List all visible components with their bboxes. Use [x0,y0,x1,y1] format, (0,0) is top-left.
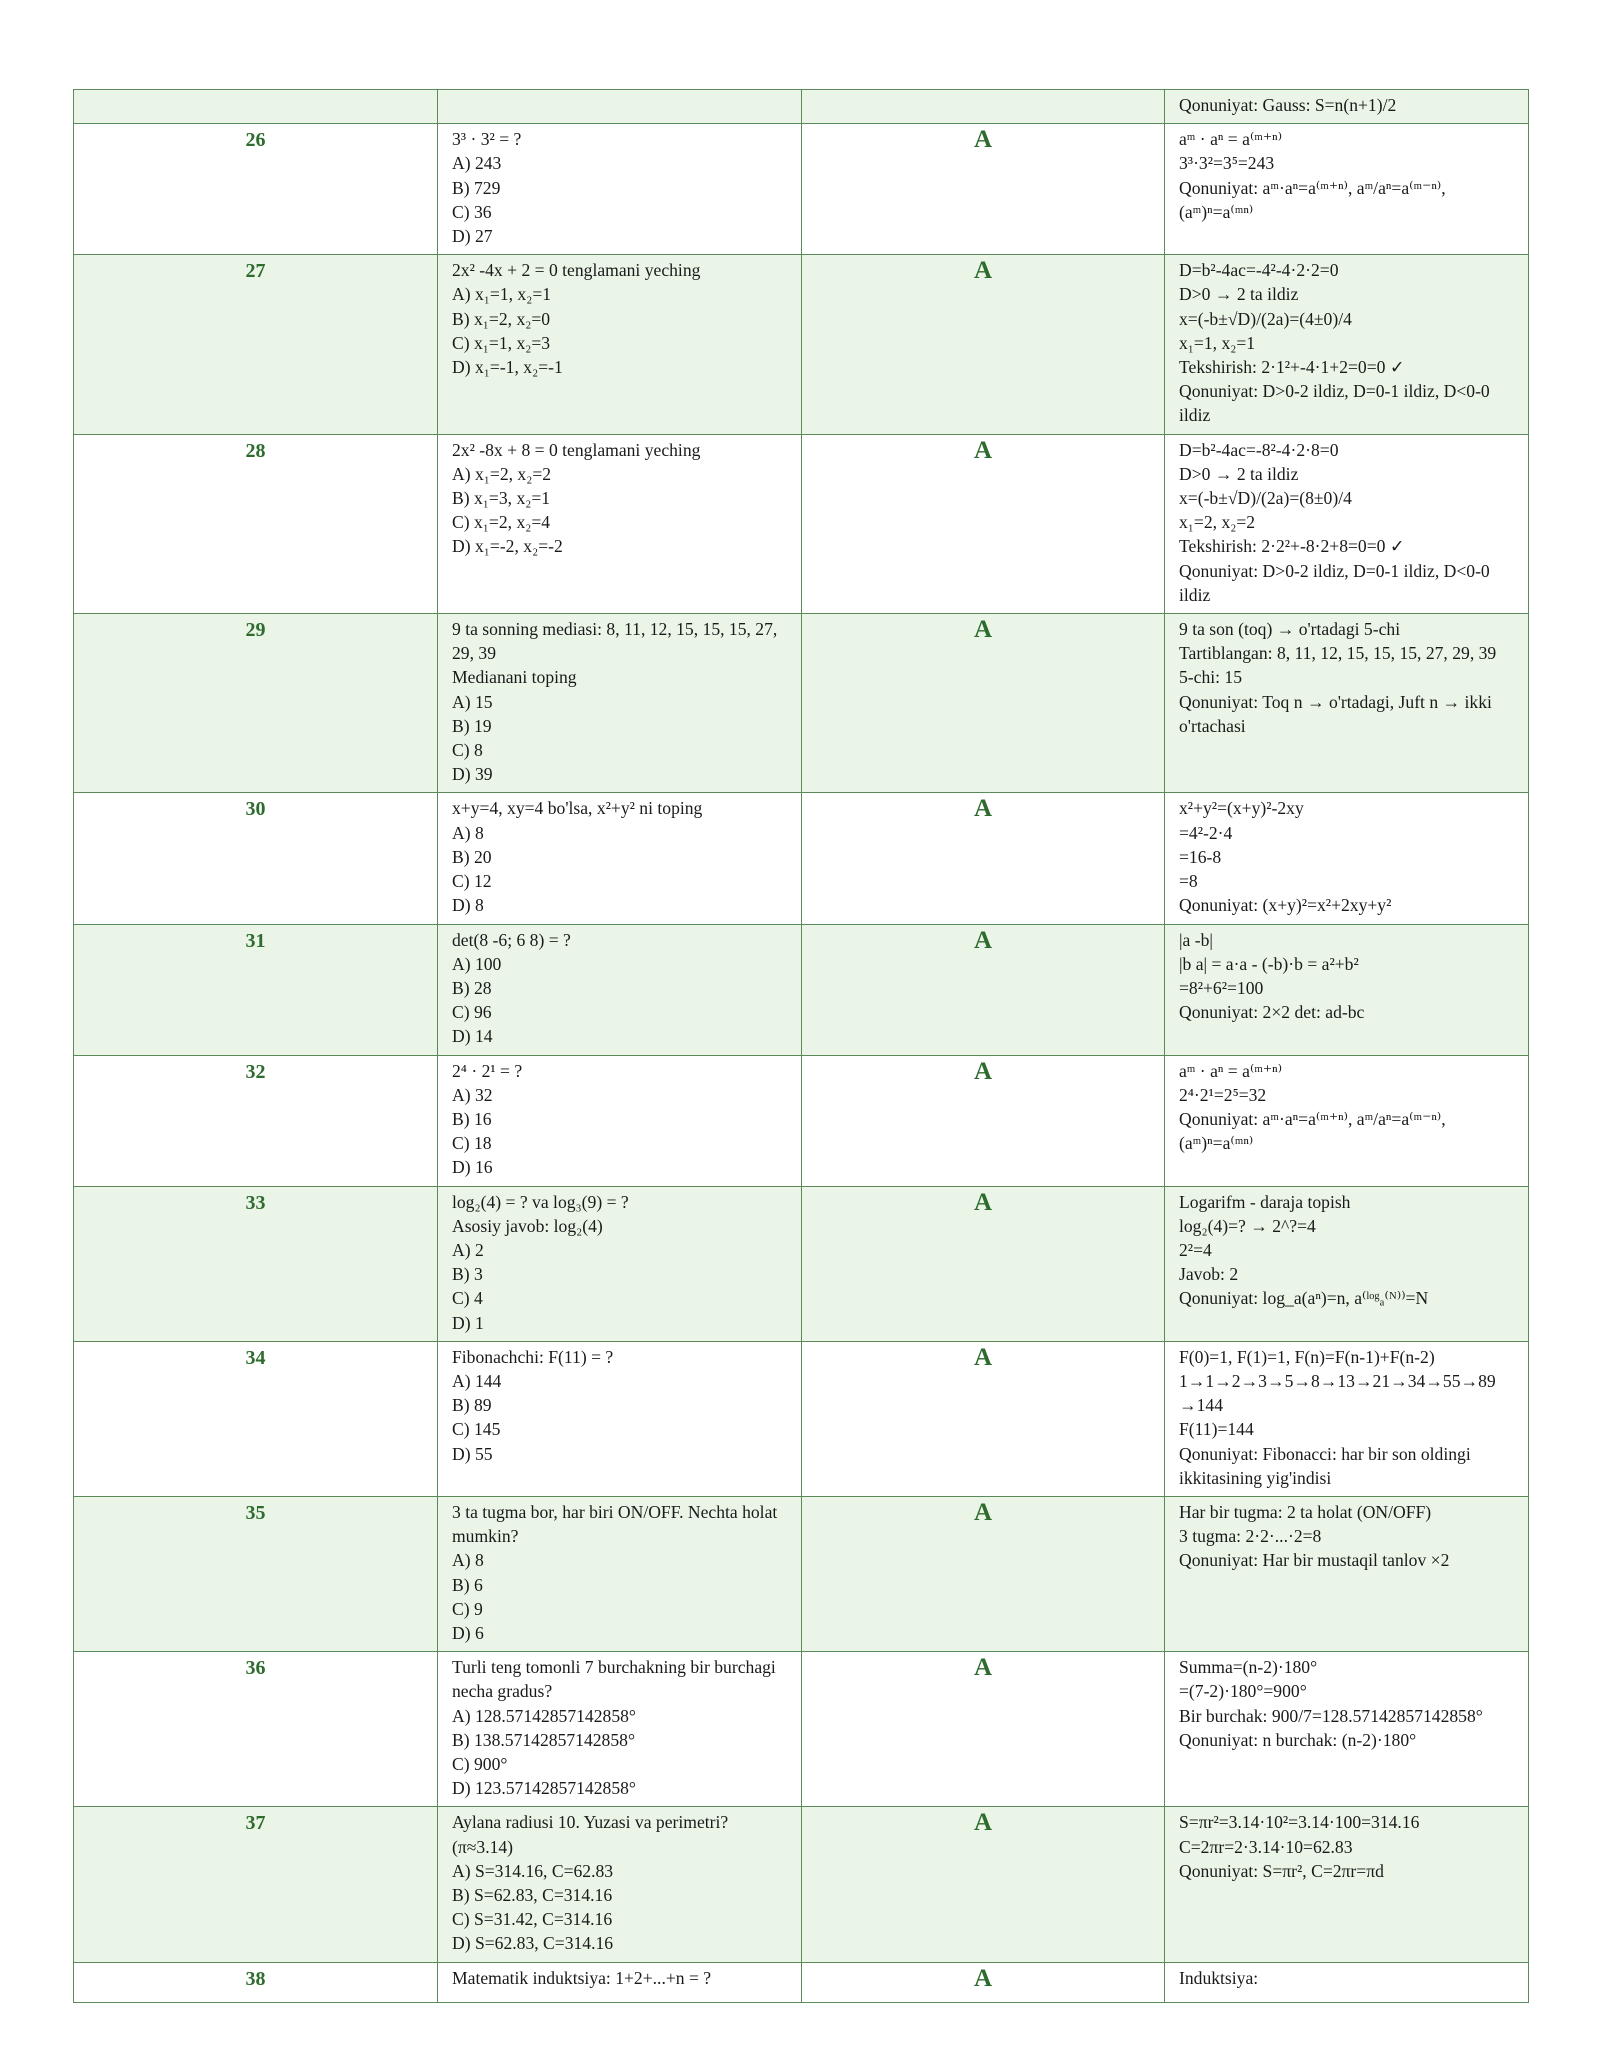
explanation-line: Tekshirish: 2·1²+-4·1+2=0=0 ✓ [1179,357,1405,378]
question-cell [438,1807,802,1962]
question-number: 32 [74,1055,438,1186]
option-line: B) 28 [452,977,492,998]
correct-answer: A [802,614,1165,793]
question-text: Aylana radiusi 10. Yuzasi va perimetri? (π≈3.14) [452,1812,729,1857]
question-number: 31 [74,924,438,1055]
explanation-line: x²+y²=(x+y)²-2xy [1179,798,1304,819]
option-line: A) 2 [452,1239,484,1260]
option-line: A) 8 [452,1550,484,1571]
answer-table [73,89,1529,2003]
explanation-line: D=b²-4ac=-8²-4·2·8=0 [1179,439,1339,460]
question-text: 3³ · 3² = ? [452,129,522,150]
question-number: 35 [74,1496,438,1651]
correct-answer: A [802,1496,1165,1651]
option-line: A) x₁=1, x₂=1 [452,284,552,305]
question-text: 2x² -4x + 2 = 0 tenglamani yeching [452,260,701,281]
explanation-line: Summa=(n-2)·180° [1179,1657,1318,1678]
explanation-line: Qonuniyat: (x+y)²=x²+2xy+y² [1179,895,1392,916]
explanation-line: 2⁴·2¹=2⁵=32 [1179,1084,1267,1105]
question-number: 34 [74,1341,438,1496]
option-line: D) 14 [452,1026,493,1047]
table-row [74,124,1529,255]
correct-answer: A [802,1341,1165,1496]
option-line: D) 27 [452,226,493,247]
explanation-line: D>0 → 2 ta ildiz [1179,284,1299,305]
explanation-line: Javob: 2 [1179,1264,1239,1285]
question-text: 9 ta sonning mediasi: 8, 11, 12, 15, 15, 15, 27, 29, 39 [452,619,778,664]
explanation-cell [1165,1962,1529,2002]
option-line: B) 89 [452,1395,492,1416]
question-text: log₂(4) = ? va log₃(9) = ? [452,1191,629,1212]
table-row [74,1652,1529,1807]
correct-answer: A [802,434,1165,613]
explanation-line: Qonuniyat: aᵐ·aⁿ=a⁽ᵐ⁺ⁿ⁾, aᵐ/aⁿ=a⁽ᵐ⁻ⁿ⁾, (aᵐ)ⁿ=a⁽ᵐⁿ⁾ [1179,177,1446,222]
correct-answer: A [802,1652,1165,1807]
table-row [74,614,1529,793]
option-line: A) 32 [452,1084,493,1105]
explanation-cell [1165,90,1529,124]
explanation-line: =8²+6²=100 [1179,977,1264,998]
explanation-line: aᵐ · aⁿ = a⁽ᵐ⁺ⁿ⁾ [1179,129,1283,150]
correct-answer: A [802,1186,1165,1341]
explanation-line: =(7-2)·180°=900° [1179,1681,1307,1702]
option-line: D) 6 [452,1622,484,1643]
correct-answer [802,90,1165,124]
option-line: C) 4 [452,1288,483,1309]
option-line: B) 138.57142857142858° [452,1729,635,1750]
option-line: C) x₁=2, x₂=4 [452,512,551,533]
explanation-line: 3³·3²=3⁵=243 [1179,153,1275,174]
option-line: D) 16 [452,1157,493,1178]
option-line: A) x₁=2, x₂=2 [452,463,552,484]
option-line: C) x₁=1, x₂=3 [452,332,551,353]
table-row [74,1341,1529,1496]
answer-table-body [74,90,1529,2003]
option-line: B) S=62.83, C=314.16 [452,1885,613,1906]
table-row [74,1055,1529,1186]
correct-answer: A [802,1962,1165,2002]
option-line: A) 100 [452,953,502,974]
option-line: C) 9 [452,1598,483,1619]
option-line: B) 3 [452,1264,483,1285]
question-cell [438,90,802,124]
explanation-line: x=(-b±√D)/(2a)=(4±0)/4 [1179,308,1352,329]
option-line: D) 8 [452,895,484,916]
question-cell [438,1962,802,2002]
explanation-cell [1165,614,1529,793]
explanation-line: F(0)=1, F(1)=1, F(n)=F(n-1)+F(n-2) [1179,1346,1435,1367]
question-text: Turli teng tomonli 7 burchakning bir burchagi necha gradus? [452,1657,776,1702]
explanation-line: 9 ta son (toq) → o'rtadagi 5-chi [1179,619,1401,640]
explanation-cell [1165,1055,1529,1186]
explanation-line: Qonuniyat: Gauss: S=n(n+1)/2 [1179,95,1397,115]
correct-answer: A [802,124,1165,255]
correct-answer: A [802,924,1165,1055]
option-line: A) 15 [452,691,493,712]
explanation-line: C=2πr=2·3.14·10=62.83 [1179,1836,1353,1857]
question-number: 38 [74,1962,438,2002]
explanation-line: Bir burchak: 900/7=128.57142857142858° [1179,1705,1483,1726]
explanation-cell [1165,1186,1529,1341]
option-line: C) S=31.42, C=314.16 [452,1909,613,1930]
explanation-line: Tartiblangan: 8, 11, 12, 15, 15, 15, 27, 29, 39 [1179,643,1497,664]
option-line: C) 12 [452,871,492,892]
explanation-line: F(11)=144 [1179,1419,1254,1440]
option-line: D) x₁=-1, x₂=-1 [452,357,563,378]
option-line: B) 729 [452,177,501,198]
option-line: B) 19 [452,715,492,736]
question-text: Fibonachchi: F(11) = ? [452,1346,614,1367]
question-cell [438,793,802,924]
option-line: A) 144 [452,1370,502,1391]
explanation-line: Qonuniyat: Fibonacci: har bir son oldingi ikkitasining yig'indisi [1179,1443,1471,1488]
explanation-cell [1165,924,1529,1055]
table-row [74,924,1529,1055]
option-line: Asosiy javob: log₂(4) [452,1215,603,1236]
option-line: A) 8 [452,822,484,843]
explanation-line: Qonuniyat: 2×2 det: ad-bc [1179,1002,1365,1023]
question-cell [438,1652,802,1807]
correct-answer: A [802,255,1165,434]
option-line: D) x₁=-2, x₂=-2 [452,536,563,557]
explanation-cell [1165,793,1529,924]
option-line: C) 36 [452,201,492,222]
table-row [74,793,1529,924]
option-line: C) 96 [452,1002,492,1023]
explanation-line: Induktsiya: [1179,1967,1259,1988]
question-cell [438,124,802,255]
question-cell [438,614,802,793]
explanation-cell [1165,434,1529,613]
explanation-line: Tekshirish: 2·2²+-8·2+8=0=0 ✓ [1179,536,1405,557]
option-line: D) 123.57142857142858° [452,1778,636,1799]
option-line: C) 145 [452,1419,501,1440]
option-line: D) 1 [452,1312,484,1333]
explanation-line: |b a| = a·a - (-b)·b = a²+b² [1179,953,1359,974]
explanation-line: x=(-b±√D)/(2a)=(8±0)/4 [1179,488,1352,509]
option-line: C) 8 [452,740,483,761]
question-number: 30 [74,793,438,924]
question-number: 28 [74,434,438,613]
option-line: B) 20 [452,846,492,867]
explanation-cell [1165,1807,1529,1962]
option-line: D) 55 [452,1443,493,1464]
table-row [74,1496,1529,1651]
explanation-line: D>0 → 2 ta ildiz [1179,463,1299,484]
explanation-cell [1165,1341,1529,1496]
option-line: A) 243 [452,153,502,174]
correct-answer: A [802,793,1165,924]
explanation-line: Qonuniyat: Har bir mustaqil tanlov ×2 [1179,1550,1450,1571]
option-line: A) S=314.16, C=62.83 [452,1860,614,1881]
correct-answer: A [802,1055,1165,1186]
explanation-line: S=πr²=3.14·10²=3.14·100=314.16 [1179,1812,1420,1833]
option-line: C) 900° [452,1754,508,1774]
question-text: 3 ta tugma bor, har biri ON/OFF. Nechta holat mumkin? [452,1501,778,1547]
explanation-line: Qonuniyat: n burchak: (n-2)·180° [1179,1729,1417,1750]
question-cell [438,1186,802,1341]
question-cell [438,924,802,1055]
explanation-line: 2²=4 [1179,1239,1212,1260]
question-text: Matematik induktsiya: 1+2+...+n = ? [452,1967,712,1988]
option-line: B) 6 [452,1574,483,1595]
explanation-line: Qonuniyat: log_a(aⁿ)=n, a⁽ˡᵒᵍₐ⁽ᴺ⁾⁾=N [1179,1288,1429,1309]
explanation-line: Qonuniyat: Toq n → o'rtadagi, Juft n → ikki o'rtachasi [1179,691,1492,736]
explanation-line: =8 [1179,871,1198,892]
explanation-line: Qonuniyat: D>0-2 ildiz, D=0-1 ildiz, D<0-0 ildiz [1179,381,1490,426]
question-cell [438,434,802,613]
option-line: B) x₁=3, x₂=1 [452,488,551,509]
question-text: x+y=4, xy=4 bo'lsa, x²+y² ni toping [452,798,703,819]
question-number: 29 [74,614,438,793]
table-row [74,1807,1529,1962]
explanation-line: Qonuniyat: aᵐ·aⁿ=a⁽ᵐ⁺ⁿ⁾, aᵐ/aⁿ=a⁽ᵐ⁻ⁿ⁾, (aᵐ)ⁿ=a⁽ᵐⁿ⁾ [1179,1108,1446,1154]
explanation-line: =16-8 [1179,846,1222,867]
question-number: 27 [74,255,438,434]
table-row [74,1186,1529,1341]
question-number: 33 [74,1186,438,1341]
option-line: B) x₁=2, x₂=0 [452,308,551,329]
table-row [74,1962,1529,2002]
explanation-line: Har bir tugma: 2 ta holat (ON/OFF) [1179,1501,1432,1522]
option-line: B) 16 [452,1108,492,1129]
explanation-line: Qonuniyat: S=πr², C=2πr=πd [1179,1860,1384,1881]
explanation-line: 1→1→2→3→5→8→13→21→34→55→89 →144 [1179,1370,1496,1416]
question-number: 26 [74,124,438,255]
explanation-cell [1165,1496,1529,1651]
explanation-line: 3 tugma: 2·2·...·2=8 [1179,1526,1322,1547]
table-row [74,255,1529,434]
question-number [74,90,438,124]
question-cell [438,1496,802,1651]
question-number: 37 [74,1807,438,1962]
question-number: 36 [74,1652,438,1807]
option-line: D) 39 [452,764,493,785]
explanation-line: x₁=2, x₂=2 [1179,512,1256,533]
explanation-line: =4²-2·4 [1179,822,1233,843]
explanation-line: log₂(4)=? → 2^?=4 [1179,1215,1316,1236]
question-text: 2x² -8x + 8 = 0 tenglamani yeching [452,439,701,460]
explanation-line: 5-chi: 15 [1179,667,1243,688]
option-line: C) 18 [452,1133,492,1154]
option-line: D) S=62.83, C=314.16 [452,1933,614,1954]
table-row [74,90,1529,124]
question-text: 2⁴ · 2¹ = ? [452,1060,523,1081]
explanation-cell [1165,1652,1529,1807]
option-line: A) 128.57142857142858° [452,1705,636,1726]
correct-answer: A [802,1807,1165,1962]
explanation-line: D=b²-4ac=-4²-4·2·2=0 [1179,260,1339,281]
explanation-cell [1165,124,1529,255]
explanation-line: Qonuniyat: D>0-2 ildiz, D=0-1 ildiz, D<0-0 ildiz [1179,560,1490,605]
explanation-line: aᵐ · aⁿ = a⁽ᵐ⁺ⁿ⁾ [1179,1060,1283,1081]
explanation-line: x₁=1, x₂=1 [1179,332,1256,353]
option-line: Medianani toping [452,667,577,688]
explanation-cell [1165,255,1529,434]
question-cell [438,1055,802,1186]
explanation-line: Logarifm - daraja topish [1179,1191,1351,1212]
question-text: det(8 -6; 6 8) = ? [452,929,571,950]
explanation-line: |a -b| [1179,929,1213,950]
question-cell [438,255,802,434]
question-cell [438,1341,802,1496]
table-row [74,434,1529,613]
